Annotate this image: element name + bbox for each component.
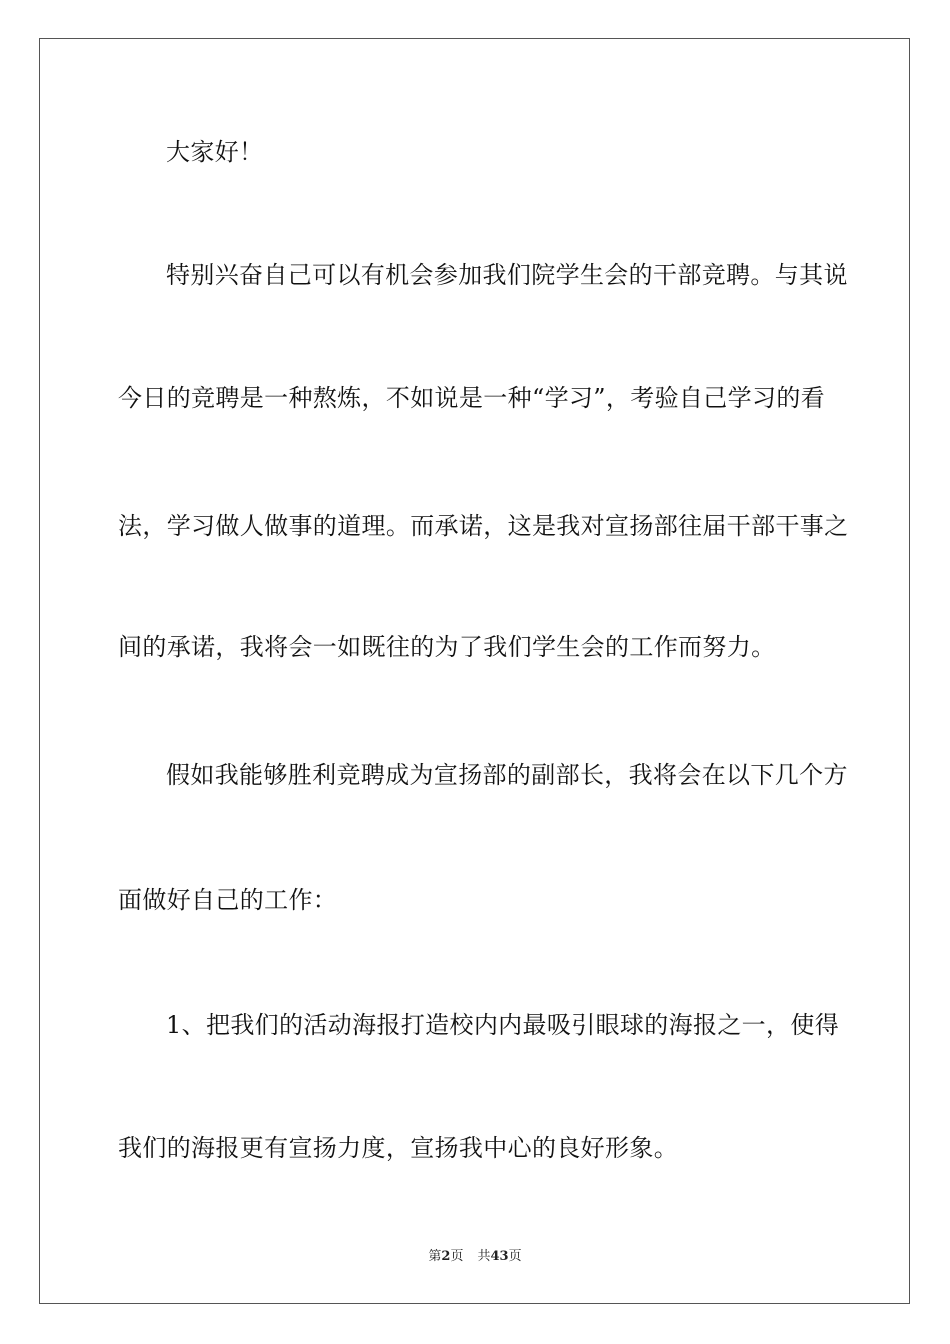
- page-footer: [0, 1248, 950, 1266]
- paragraph-3-line-1: 1、把我们的活动海报打造校内内最吸引眼球的海报之一，使得: [166, 1011, 840, 1039]
- footer-total-pages: 43: [490, 1249, 509, 1264]
- paragraph-1-line-2: 今日的竞聘是一种熬炼，不如说是一种“学习”，考验自己学习的看: [118, 384, 826, 412]
- paragraph-2-line-2: 面做好自己的工作：: [118, 886, 338, 914]
- footer-page-suffix: 页: [450, 1249, 464, 1264]
- paragraph-1-line-4: 间的承诺，我将会一如既往的为了我们学生会的工作而努力。: [118, 633, 776, 661]
- footer-page-number: 2: [441, 1249, 451, 1264]
- paragraph-2-line-1: 假如我能够胜利竞聘成为宣扬部的副部长，我将会在以下几个方: [166, 761, 848, 789]
- footer-total-suffix: 页: [508, 1249, 522, 1264]
- paragraph-1-line-1: 特别兴奋自己可以有机会参加我们院学生会的干部竞聘。与其说: [166, 261, 848, 289]
- greeting-line: 大家好！: [166, 138, 264, 166]
- page-border: [39, 38, 910, 1304]
- footer-total-prefix: 共: [477, 1249, 491, 1264]
- paragraph-1-line-3: 法，学习做人做事的道理。而承诺，这是我对宣扬部往届干部干事之: [118, 512, 849, 540]
- footer-page-prefix: 第: [428, 1249, 442, 1264]
- paragraph-3-line-2: 我们的海报更有宣扬力度，宣扬我中心的良好形象。: [118, 1134, 679, 1162]
